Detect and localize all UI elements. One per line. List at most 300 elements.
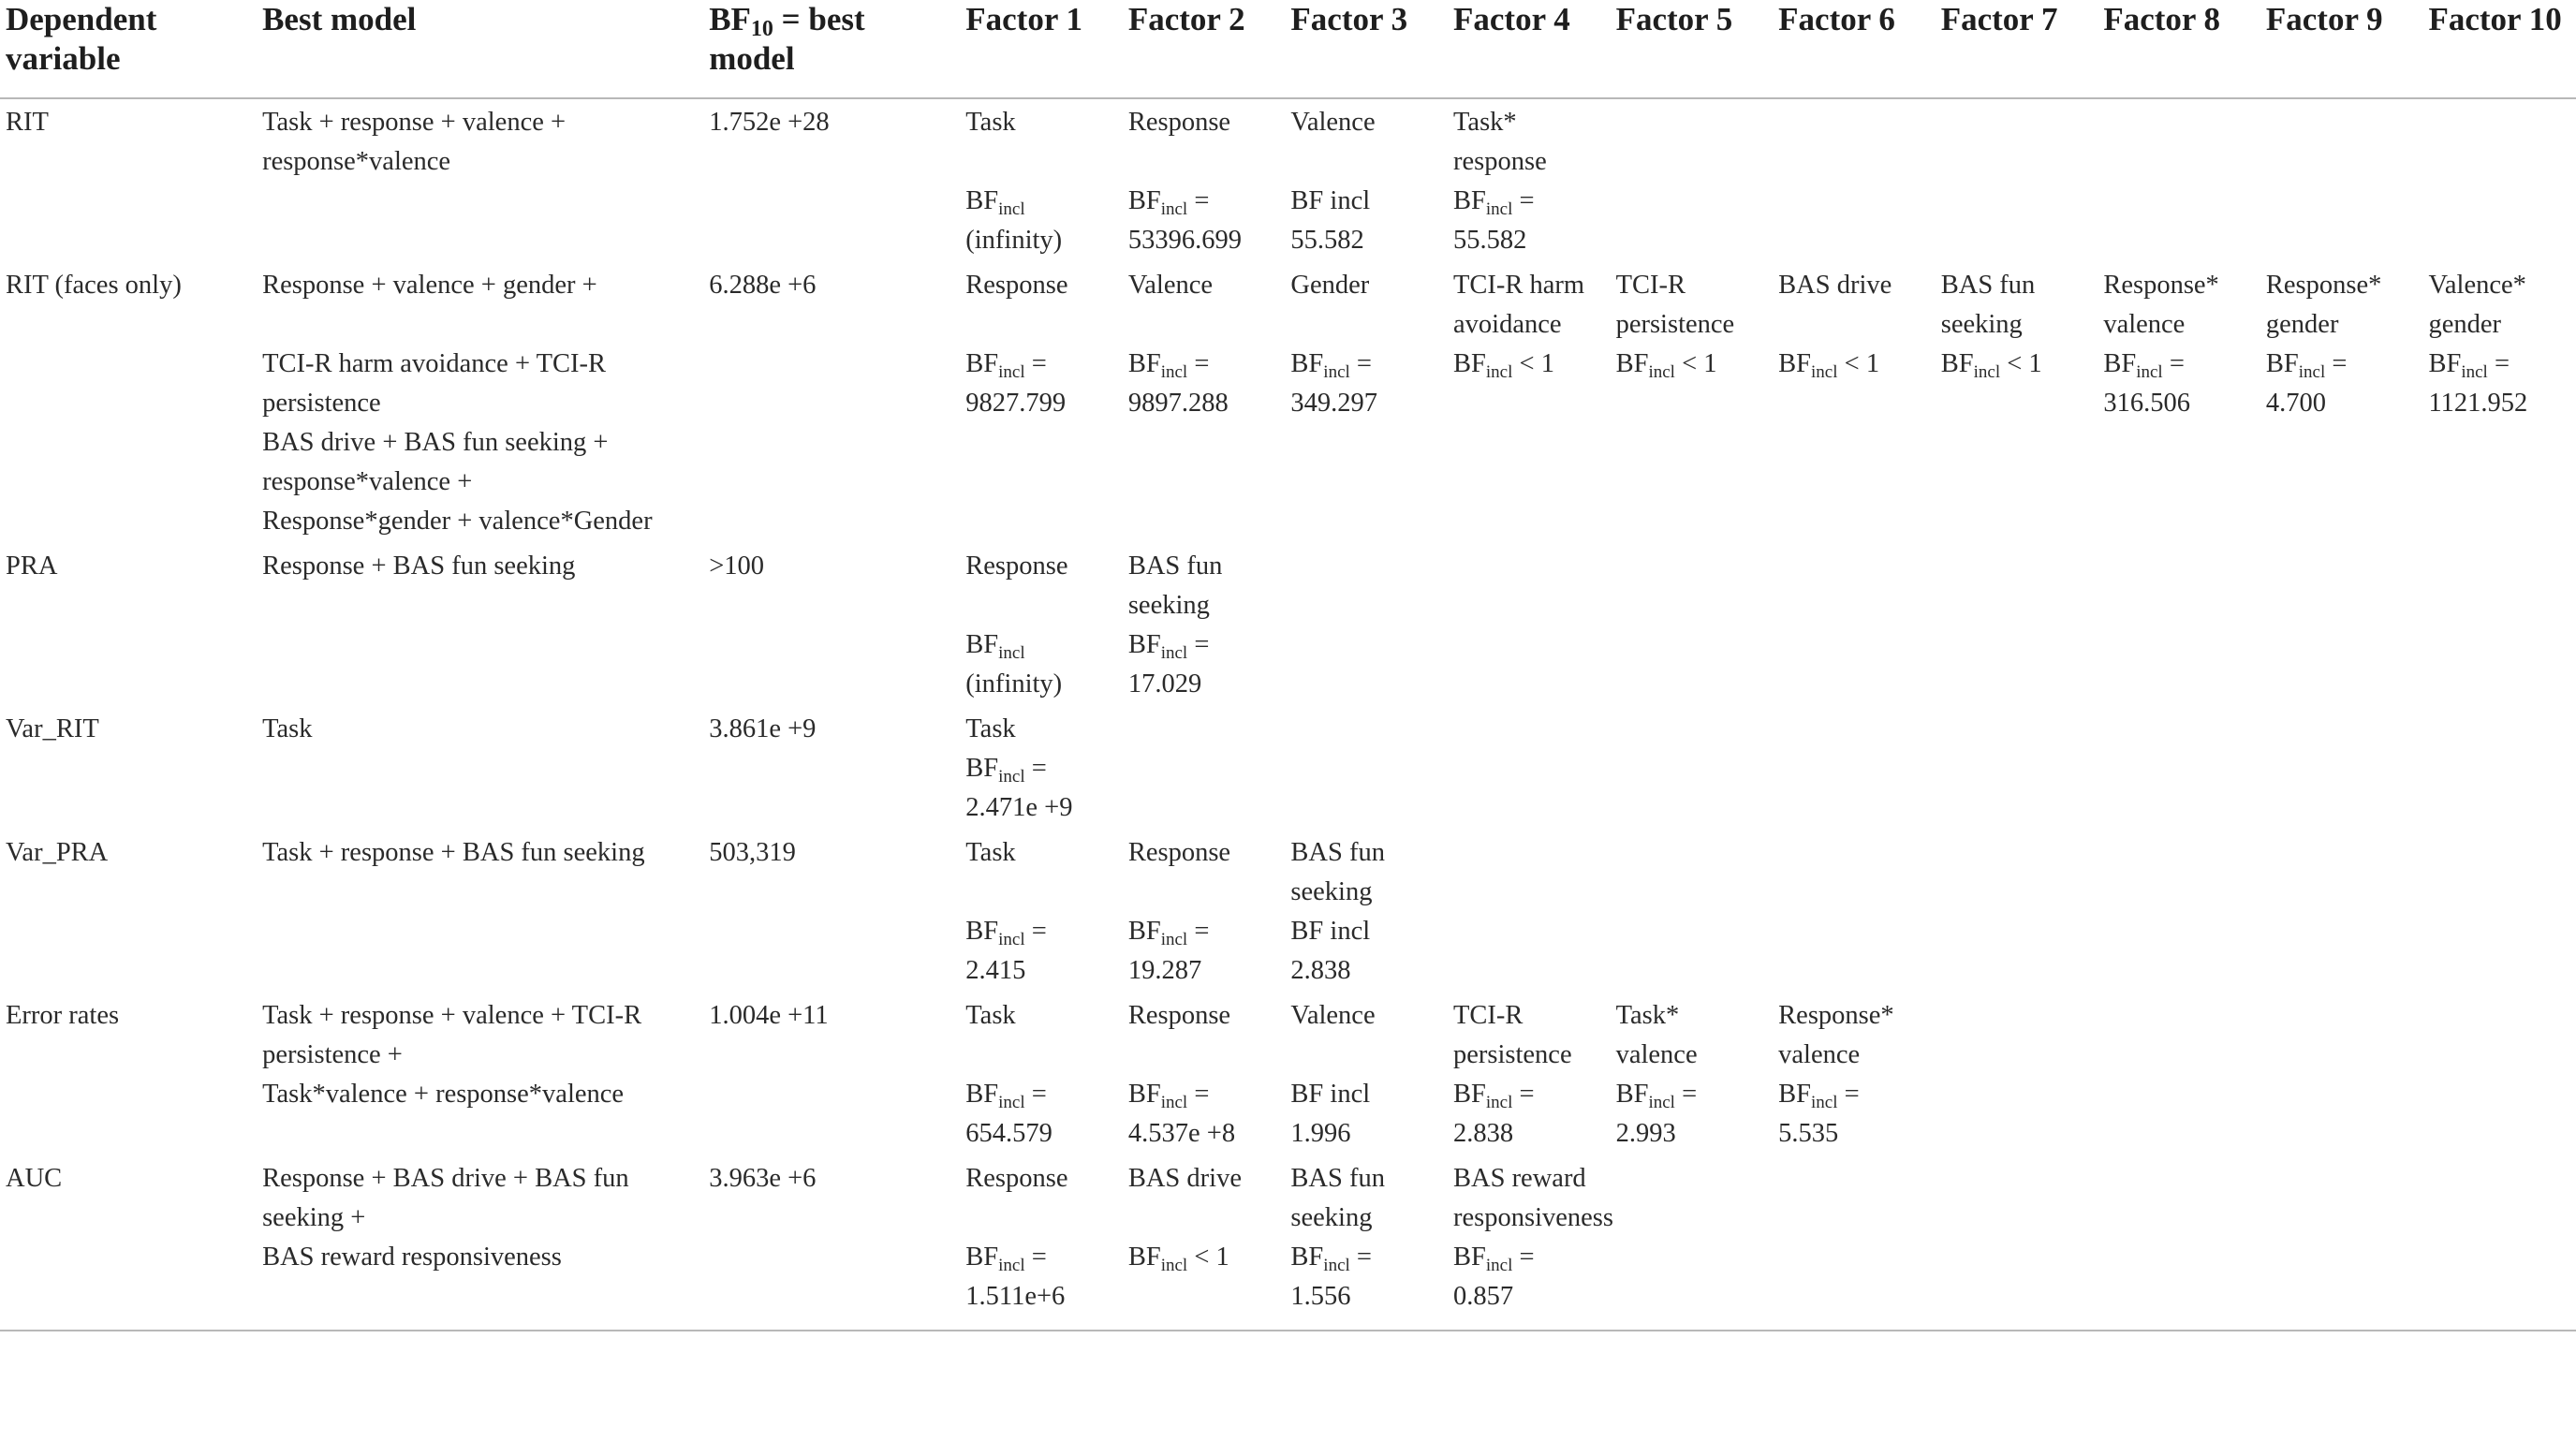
empty-cell [1936,502,2098,543]
bf10-cell [703,345,960,423]
bf-incl-sub: incl [1323,1256,1350,1275]
dependent-variable-cell: Error rates [6,1001,120,1030]
factor-name-cell [1448,830,1611,912]
factor-name-cell [1448,543,1611,625]
factor-bf-cell [1773,1238,1936,1331]
factor-bf-cell [2260,1238,2423,1331]
factor-name-cell: Valence [1290,108,1376,137]
bf-incl-sub: incl [1485,199,1513,219]
bf-incl-base: BF [965,630,999,659]
factor-bf-cell [1611,1075,1774,1155]
best-model-cell [257,182,703,262]
factor-name-cell [1773,543,1936,625]
dependent-variable-cell [0,345,257,423]
factor-bf-cell [2422,182,2576,262]
factor-bf-cell [1123,625,1286,706]
table-row [0,912,2576,993]
factor-name-cell [2260,830,2423,912]
dependent-variable-cell: RIT (faces only) [6,271,182,300]
bf-incl-base: BF [1453,186,1486,215]
header-factor-1: Factor 1 [960,0,1123,98]
factor-name-cell [1773,1155,1936,1238]
bf-incl-base: BF [2428,349,2462,378]
bf-incl-base: BF [1290,1243,1324,1272]
header-factor-2: Factor 2 [1123,0,1286,98]
bf-incl-sub: incl [1485,1093,1513,1112]
bf-incl-sub: incl [998,930,1025,949]
bf-incl-value: = 654.579 [965,1080,1052,1148]
bf10-cell: 503,319 [709,838,796,867]
factor-bf-cell [2098,912,2260,993]
factor-name-cell [2422,993,2576,1075]
bf-incl-sub: incl [1648,1093,1675,1112]
factor-name-cell: Response [1127,1001,1231,1030]
dependent-variable-cell: RIT [6,108,49,137]
factor-bf-cell [2098,625,2260,706]
header-bf10-suffix: = best model [709,1,865,77]
factor-name-cell: Response [1127,838,1231,867]
empty-cell [1285,423,1448,502]
bf-incl-value: = 4.700 [2265,349,2348,418]
bf-incl-value: < 1 [1837,349,1880,378]
bf-incl-base: BF [1127,1080,1161,1109]
factor-bf-cell [2260,1075,2423,1155]
bf10-cell: 1.752e +28 [709,108,830,137]
factor-name-cell [1611,98,1774,182]
factor-bf-cell [1611,345,1774,423]
best-model-cell: BAS reward responsiveness [257,1238,703,1331]
bf-incl-sub: incl [1160,199,1188,219]
factor-bf-cell [1936,749,2098,830]
factor-name-cell: Response* valence [1778,1001,1894,1069]
factor-name-cell: Task [965,1001,1016,1030]
factor-bf-cell [1773,625,1936,706]
table-row [0,423,2576,502]
factor-bf-cell [1936,912,2098,993]
factor-bf-cell [2422,345,2576,423]
bf-incl-sub: incl [2136,362,2163,382]
bf-incl-value: = 19.287 [1127,917,1210,985]
dependent-variable-cell [0,1238,257,1331]
dependent-variable-cell [0,625,257,706]
factor-name-cell: Response [1127,108,1231,137]
factor-name-cell [1611,830,1774,912]
bf-incl-sub: incl [1160,643,1188,663]
factor-bf-cell [960,1238,1123,1331]
bf-incl-value: = 1.556 [1290,1243,1372,1311]
factor-bf-cell [2260,182,2423,262]
factor-bf-cell [1285,749,1448,830]
bf10-cell: 3.963e +6 [709,1164,817,1193]
factor-name-cell [2260,1155,2423,1238]
bf-incl-value: = 9827.799 [965,349,1067,418]
bf-incl-sub: incl [998,1093,1025,1112]
factor-bf-cell [2422,1075,2576,1155]
header-factor-8: Factor 8 [2098,0,2260,98]
factor-name-cell [2422,543,2576,625]
bf-incl-value: = 2.415 [965,917,1047,985]
bf10-cell: 3.861e +9 [709,714,817,743]
bf-incl-sub: incl [1323,362,1350,382]
bf-incl-value: = 349.297 [1290,349,1378,418]
header-factor-5: Factor 5 [1611,0,1774,98]
empty-cell [2422,502,2576,543]
factor-bf-cell [960,749,1123,830]
factor-name-cell [2260,543,2423,625]
factor-bf-cell [2422,749,2576,830]
factor-name-cell [2422,98,2576,182]
factor-bf-cell [2260,912,2423,993]
bf-incl-sub: incl [2298,362,2326,382]
factor-bf-cell [1448,345,1611,423]
empty-cell [2098,502,2260,543]
factor-bf-cell [1123,1238,1286,1331]
factor-name-cell [2260,98,2423,182]
best-model-cell [257,749,703,830]
bf-incl-sub: incl [998,362,1025,382]
bf-incl-sub: incl [1160,362,1188,382]
factor-bf-cell [1448,912,1611,993]
factor-bf-cell [1611,912,1774,993]
factor-bf-cell [1123,182,1286,262]
bf-incl-sub: incl [1648,362,1675,382]
bf-incl-value: = 5.535 [1778,1080,1860,1148]
bf-incl-sub: incl [1811,1093,1838,1112]
factor-name-cell [1611,1155,1774,1238]
factor-name-cell [1936,543,2098,625]
factor-bf-cell [2098,749,2260,830]
factor-name-cell [1936,1155,2098,1238]
table-row [0,502,2576,543]
factor-bf-cell: BF incl 1.996 [1290,1080,1371,1148]
empty-cell [2422,423,2576,502]
factor-name-cell: TCI-R persistence [1615,271,1735,339]
factor-name-cell [1448,706,1611,749]
bf-incl-sub: incl [2461,362,2488,382]
factor-name-cell: Response* gender [2265,271,2382,339]
factor-name-cell: Task [965,714,1016,743]
table-row [0,182,2576,262]
table-row [0,625,2576,706]
bf-incl-sub: incl [1160,930,1188,949]
factor-bf-cell [1123,1075,1286,1155]
best-model-cell: Task + response + valence + TCI-R persistence + [262,1001,642,1069]
factor-bf-cell [1936,1075,2098,1155]
factor-name-cell [1773,706,1936,749]
empty-cell [1285,502,1448,543]
factor-bf-cell [960,912,1123,993]
header-bf10-sub: 10 [750,17,773,41]
best-model-cell: Task + response + BAS fun seeking [262,838,645,867]
bf-incl-base: BF [965,917,999,946]
bf-incl-value: (infinity) [965,226,1063,255]
table-row [0,345,2576,423]
factor-bf-cell: BF incl 2.838 [1290,917,1371,985]
header-factor-10: Factor 10 [2422,0,2576,98]
bf-incl-base: BF [965,349,999,378]
header-bf10-prefix: BF [709,1,751,37]
bf10-cell [703,1238,960,1331]
factor-name-cell [2098,830,2260,912]
empty-cell [1773,423,1936,502]
factor-name-cell [2098,543,2260,625]
best-model-cell: BAS drive + BAS fun seeking + response*valence + [262,428,609,496]
bf-incl-value: = 53396.699 [1127,186,1242,255]
bf10-cell [703,1075,960,1155]
header-factor-3: Factor 3 [1285,0,1448,98]
bf-incl-sub: incl [998,643,1025,663]
factor-name-cell: Response [965,271,1068,300]
bf-incl-sub: incl [998,767,1025,787]
factor-bf-cell [1448,1238,1611,1331]
factor-bf-cell [1123,749,1286,830]
factor-name-cell [1611,543,1774,625]
factor-bf-cell [2260,625,2423,706]
factor-name-cell [1936,993,2098,1075]
bf-incl-sub: incl [1160,1093,1188,1112]
bf10-cell: >100 [709,552,765,581]
factor-bf-cell: BF incl 55.582 [1290,186,1371,255]
dependent-variable-cell [0,749,257,830]
dependent-variable-cell [0,182,257,262]
empty-cell [1611,502,1774,543]
table-body [0,98,2576,1331]
factor-bf-cell [1936,625,2098,706]
bf-incl-sub: incl [1973,362,2001,382]
bf-incl-sub: incl [998,1256,1025,1275]
factor-bf-cell [2098,182,2260,262]
empty-cell [2260,423,2423,502]
factor-bf-cell [1773,345,1936,423]
bf10-cell [703,502,960,543]
factor-bf-cell [1448,1075,1611,1155]
bf10-cell [703,749,960,830]
empty-cell [960,423,1123,502]
factor-bf-cell [960,625,1123,706]
factor-name-cell [2422,1155,2576,1238]
factor-name-cell: Response [965,552,1068,581]
factor-bf-cell [1773,749,1936,830]
factor-bf-cell [1123,912,1286,993]
bf-incl-base: BF [1127,186,1161,215]
header-bf10 [703,0,960,98]
factor-bf-cell [1123,345,1286,423]
bf-incl-value: (infinity) [965,669,1063,699]
factor-bf-cell [1773,912,1936,993]
table-row [0,993,2576,1075]
factor-name-cell [1936,98,2098,182]
empty-cell [1448,502,1611,543]
header-factor-9: Factor 9 [2260,0,2423,98]
bf-incl-base: BF [965,1243,999,1272]
factor-name-cell [2098,706,2260,749]
factor-bf-cell [2260,345,2423,423]
factor-name-cell: BAS fun seeking [1940,271,2036,339]
best-model-cell: Task [262,714,313,743]
factor-bf-cell [1773,1075,1936,1155]
bf-incl-value: = 9897.288 [1127,349,1229,418]
empty-cell [1123,423,1286,502]
bf-incl-sub: incl [998,199,1025,219]
bf-incl-base: BF [1778,1080,1812,1109]
bf-incl-base: BF [965,754,999,783]
factor-bf-cell [1611,182,1774,262]
factor-name-cell [1936,830,2098,912]
empty-cell [1123,502,1286,543]
empty-cell [1773,502,1936,543]
factor-bf-cell [1448,625,1611,706]
factor-bf-cell [1611,1238,1774,1331]
table-row [0,706,2576,749]
table-row [0,749,2576,830]
factor-bf-cell [2260,749,2423,830]
bf-incl-value: = 1121.952 [2428,349,2528,418]
factor-bf-cell [2098,345,2260,423]
header-factor-4: Factor 4 [1448,0,1611,98]
factor-name-cell: Response* valence [2103,271,2219,339]
header-dependent-variable: Dependent variable [0,0,257,98]
factor-name-cell [1285,706,1448,749]
factor-name-cell: BAS drive [1778,271,1892,300]
factor-bf-cell [1285,625,1448,706]
bf-incl-base: BF [1778,349,1812,378]
bf-incl-base: BF [1290,349,1324,378]
dependent-variable-cell [0,912,257,993]
bf-incl-base: BF [1453,1243,1486,1272]
factor-name-cell: BAS fun seeking [1290,1164,1385,1232]
best-model-cell: Task + response + valence + response*valence [262,108,567,176]
factor-bf-cell [1936,1238,2098,1331]
factor-name-cell [2422,706,2576,749]
bf-incl-base: BF [1127,349,1161,378]
header-factor-6: Factor 6 [1773,0,1936,98]
factor-bf-cell [960,345,1123,423]
table-row [0,98,2576,182]
bf-incl-sub: incl [1485,1256,1513,1275]
factor-bf-cell [1285,1238,1448,1331]
best-model-cell: Task*valence + response*valence [262,1080,625,1109]
dependent-variable-cell: PRA [6,552,58,581]
bf-incl-sub: incl [1485,362,1513,382]
bf-incl-value: < 1 [1674,349,1717,378]
factor-name-cell [1773,98,1936,182]
table-row [0,543,2576,625]
empty-cell [960,502,1123,543]
factor-name-cell: Valence [1290,1001,1376,1030]
factor-name-cell [2260,706,2423,749]
factor-name-cell: BAS reward responsiveness [1453,1164,1613,1232]
bf-incl-base: BF [1615,1080,1649,1109]
bf-incl-base: BF [1453,1080,1486,1109]
factor-bf-cell [1611,749,1774,830]
bf-incl-base: BF [1615,349,1649,378]
factor-bf-cell [1611,625,1774,706]
best-model-cell: Response + valence + gender + [262,271,597,300]
bf10-cell [703,625,960,706]
table-row [0,1238,2576,1331]
empty-cell [1448,423,1611,502]
factor-name-cell: Task* response [1453,108,1547,176]
factor-bf-cell [2098,1238,2260,1331]
factor-bf-cell [2098,1075,2260,1155]
dependent-variable-cell [0,1075,257,1155]
empty-cell [1611,423,1774,502]
factor-name-cell: BAS fun seeking [1290,838,1385,906]
factor-name-cell [2098,993,2260,1075]
bf-incl-value: = 316.506 [2103,349,2190,418]
best-model-cell: Response*gender + valence*Gender [262,507,653,536]
bf-incl-value: < 1 [2000,349,2042,378]
dependent-variable-cell [0,423,257,502]
factor-bf-cell [2422,625,2576,706]
bf-incl-value: = 0.857 [1453,1243,1535,1311]
factor-bf-cell [1448,749,1611,830]
header-factor-7: Factor 7 [1936,0,2098,98]
factor-name-cell: Task [965,838,1016,867]
factor-bf-cell [1448,182,1611,262]
best-model-cell: Response + BAS drive + BAS fun seeking + [262,1164,629,1232]
header-best-model: Best model [257,0,703,98]
table-row [0,1075,2576,1155]
dependent-variable-cell: Var_PRA [6,838,109,867]
bf-incl-value: < 1 [1512,349,1554,378]
factor-name-cell [2098,98,2260,182]
bf10-cell: 1.004e +11 [709,1001,829,1030]
factor-name-cell: BAS fun seeking [1127,552,1223,620]
bf-incl-base: BF [1127,1243,1161,1272]
factor-name-cell [1773,830,1936,912]
factor-name-cell: Task [965,108,1016,137]
best-model-cell: TCI-R harm avoidance + TCI-R persistence [262,349,607,418]
bf10-cell: 6.288e +6 [709,271,817,300]
header-row [0,0,2576,98]
empty-cell [1936,423,2098,502]
table-row [0,262,2576,345]
bf-incl-base: BF [2265,349,2299,378]
best-model-cell [257,912,703,993]
factor-name-cell: Response [965,1164,1068,1193]
bf-incl-base: BF [2103,349,2137,378]
bf-incl-base: BF [1127,630,1161,659]
bf-incl-base: BF [1453,349,1486,378]
bf-incl-value: = 2.993 [1615,1080,1698,1148]
bf-incl-sub: incl [1160,1256,1188,1275]
table-row [0,1155,2576,1238]
factor-bf-cell [960,182,1123,262]
bf-incl-base: BF [1940,349,1974,378]
factor-name-cell: Task* valence [1615,1001,1698,1069]
factor-name-cell: Gender [1290,271,1370,300]
factor-bf-cell [1936,345,2098,423]
factor-name-cell: BAS drive [1127,1164,1242,1193]
factor-name-cell: TCI-R harm avoidance [1453,271,1585,339]
bf-incl-value: = 17.029 [1127,630,1210,699]
bf-incl-value: = 2.838 [1453,1080,1535,1148]
factor-name-cell [1285,543,1448,625]
factor-name-cell [2422,830,2576,912]
dependent-variable-cell: AUC [6,1164,63,1193]
bf-incl-sub: incl [1811,362,1838,382]
factor-bf-cell [1773,182,1936,262]
empty-cell [2260,502,2423,543]
factor-name-cell [1936,706,2098,749]
best-model-cell: Response + BAS fun seeking [262,552,576,581]
best-model-cell [257,625,703,706]
factor-name-cell [2098,1155,2260,1238]
bf-incl-value: = 1.511e+6 [965,1243,1066,1311]
factor-name-cell [2260,993,2423,1075]
bf-incl-base: BF [1127,917,1161,946]
